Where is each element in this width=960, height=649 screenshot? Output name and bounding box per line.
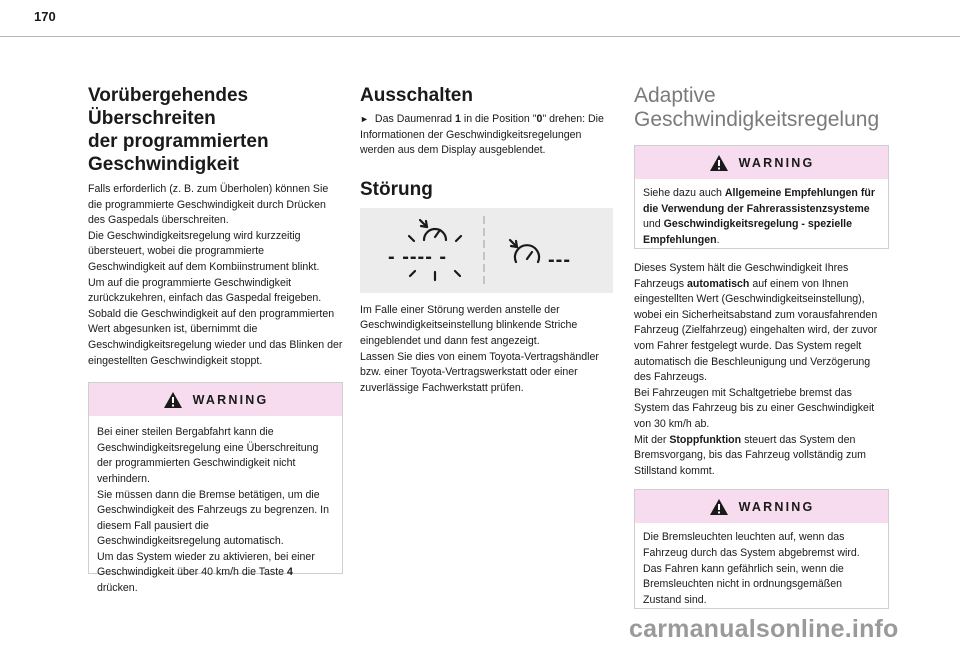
warning-box <box>634 145 889 249</box>
heading-line: Geschwindigkeit <box>88 154 239 175</box>
warning-text: Siehe dazu auch Allgemeine Empfehlungen für die Verwendung der Fahrerassistenzsysteme und Geschwindigkeitsregelung - spezielle Empfehlungen. <box>643 187 875 246</box>
paragraph: Lassen Sie dies von einem Toyota-Vertragshändler bzw. einer Toyota-Vertragswerkstatt oder einer zuverlässige Fachwerkstatt prüfen. <box>360 350 599 394</box>
header-divider <box>0 36 960 37</box>
heading-line: Geschwindigkeitsregelung <box>634 108 880 131</box>
warning-triangle-icon <box>709 154 729 172</box>
steady-dashes: --- <box>548 248 571 271</box>
paragraph: Dieses System hält die Geschwindigkeit Ihres Fahrzeugs automatisch auf einem von Ihnen eingestellten Wert (Geschwindigkeitseinstellung), wobei ein Sicherheitsabstand zum vorausfahrenden Fahrzeug (Zielfahrzeug) eingehalten wird, der zuvor vom Fahrer festgelegt wurde. Das System regelt automatisch die Beschleunigung und Verzögerung des Fahrzeugs. <box>634 262 878 384</box>
warning-header <box>89 383 342 416</box>
paragraph: Die Geschwindigkeitsregelung wird kurzzeitig übersteuert, wobei die programmierte Geschwindigkeit auf dem Kombiinstrument blinkt. <box>88 229 320 273</box>
speedometer-steady-icon <box>500 226 610 276</box>
section-heading-off: Ausschalten <box>360 85 473 106</box>
warning-box <box>634 489 889 609</box>
watermark: carmanualsonline.info <box>629 615 899 643</box>
fault-display-figure <box>360 208 613 293</box>
warning-title: WARNING <box>738 155 815 170</box>
heading-line: der programmierten <box>88 131 269 152</box>
instruction-step: ► Das Daumenrad 1 in die Position "0" drehen: Die Informationen der Geschwindigkeitsregelungen werden aus dem Display ausgeblendet. <box>360 113 604 157</box>
blinking-dashes: - ---- - <box>388 245 448 268</box>
warning-text: Sie müssen dann die Bremse betätigen, um die Geschwindigkeit des Fahrzeugs zu begrenzen. In diesem Fall pausiert die Geschwindigkeitsregelung automatisch. <box>97 488 330 548</box>
column-switch-off <box>360 84 613 396</box>
warning-box <box>88 382 343 595</box>
page-number: 170 <box>34 9 56 24</box>
paragraph: Um auf die programmierte Geschwindigkeit zurückzukehren, einfach das Gaspedal freigeben. <box>88 276 322 305</box>
warning-text: Das Fahren kann gefährlich sein, wenn die Bremsleuchten nicht in ordnungsgemäßen Zustand sind. <box>643 562 844 606</box>
arrow-bullet-icon: ► <box>360 114 369 124</box>
section-heading-fault: Störung <box>360 178 433 200</box>
warning-text: Um das System wieder zu aktivieren, bei einer Geschwindigkeit über 40 km/h die Taste 4 drücken. <box>97 550 315 595</box>
warning-title: WARNING <box>192 392 269 407</box>
speedometer-blinking-icon <box>384 214 494 288</box>
paragraph: Im Falle einer Störung werden anstelle der Geschwindigkeitseinstellung blinkende Striche eingeblendet und dann fest angezeigt. <box>360 303 578 347</box>
section-heading-adaptive <box>634 84 889 132</box>
column-override-speed <box>88 84 343 595</box>
warning-triangle-icon <box>709 498 729 516</box>
section-heading-override <box>88 84 343 176</box>
warning-header <box>635 146 888 179</box>
warning-triangle-icon <box>163 391 183 409</box>
column-adaptive-cruise <box>634 84 889 609</box>
warning-text: Bei einer steilen Bergabfahrt kann die Geschwindigkeitsregelung eine Überschreitung der programmierten Geschwindigkeit nicht verhindern. <box>97 426 319 485</box>
paragraph: Mit der Stoppfunktion steuert das System den Bremsvorgang, bis das Fahrzeug vollständig zum Stillstand kommt. <box>634 433 866 477</box>
heading-line: Vorübergehendes Überschreiten <box>88 85 249 129</box>
paragraph: Sobald die Geschwindigkeit auf den programmierten Wert abgesunken ist, übernimmt die Geschwindigkeitsregelung wieder und das Blinken der eingestellten Geschwindigkeit stoppt. <box>88 307 343 367</box>
heading-line: Adaptive <box>634 84 716 107</box>
warning-header <box>635 490 888 523</box>
figure-divider <box>482 216 486 286</box>
paragraph: Falls erforderlich (z. B. zum Überholen) können Sie die programmierte Geschwindigkeit durch Drücken des Gaspedals überschreiten. <box>88 183 329 227</box>
warning-text: Die Bremsleuchten leuchten auf, wenn das Fahrzeug durch das System abgebremst wird. <box>643 531 860 559</box>
paragraph: Bei Fahrzeugen mit Schaltgetriebe bremst das System das Fahrzeug bis zu einer Geschwindigkeit von 30 km/h ab. <box>634 386 875 430</box>
warning-title: WARNING <box>738 499 815 514</box>
